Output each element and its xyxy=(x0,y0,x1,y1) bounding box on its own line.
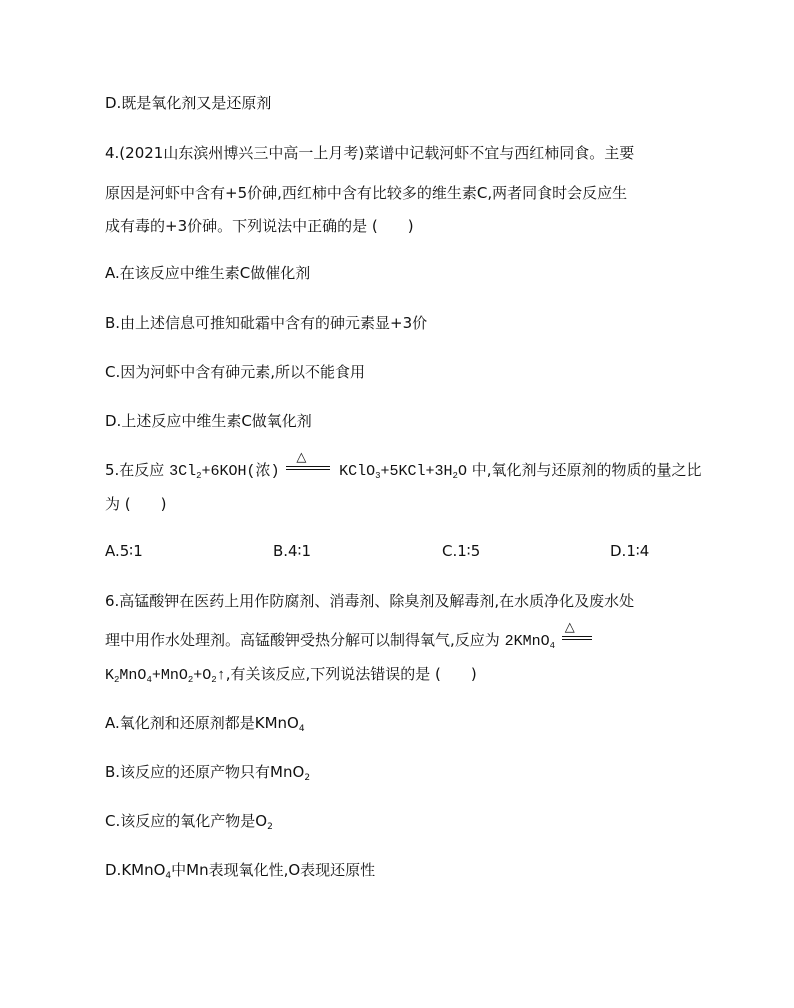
q6-products: $K_2MnO_4+MnO_2+O_2↑$ xyxy=(105,667,226,685)
q5-option-b: B.4∶1 xyxy=(273,542,312,560)
q3-option-d: D.既是氧化剂又是还原剂 xyxy=(105,94,272,112)
heating-condition-arrow xyxy=(562,620,592,650)
heating-condition-arrow xyxy=(286,450,330,480)
q6-line2-prefix: 理中用作水处理剂。高锰酸钾受热分解可以制得氧气,反应为 xyxy=(105,631,500,649)
q6-line3-suffix: ,有关该反应,下列说法错误的是 ( ) xyxy=(225,665,477,683)
q4-stem-line2: 原因是河虾中含有+5价砷,西红柿中含有比较多的维生素C,两者同食时会反应生 xyxy=(105,184,628,202)
q6-stem-line3 xyxy=(105,664,477,686)
q4-stem-line1: 4.(2021山东滨州博兴三中高一上月考)菜谱中记载河虾不宜与西红柿同食。主要 xyxy=(105,144,635,162)
q5-prefix: 5.在反应 xyxy=(105,461,165,479)
q6-stem-line1: 6.高锰酸钾在医药上用作防腐剂、消毒剂、除臭剂及解毒剂,在水质净化及废水处 xyxy=(105,592,635,610)
q4-option-c: C.因为河虾中含有砷元素,所以不能食用 xyxy=(105,363,366,381)
heat-triangle-icon: △ xyxy=(296,450,307,465)
q4-stem-line3: 成有毒的+3价砷。下列说法中正确的是 ( ) xyxy=(105,217,414,235)
q5-option-d: D.1∶4 xyxy=(610,542,650,560)
q4-option-b: B.由上述信息可推知砒霜中含有的砷元素显+3价 xyxy=(105,314,428,332)
q4-option-a: A.在该反应中维生素C做催化剂 xyxy=(105,264,311,282)
q6-option-c: C.该反应的氧化产物是$O_2$ xyxy=(105,812,273,832)
q5-option-c: C.1∶5 xyxy=(442,542,481,560)
q5-stem-line2: 为 ( ) xyxy=(105,495,167,513)
q6-option-a: A.氧化剂和还原剂都是KMnO$_4$ xyxy=(105,714,305,734)
q6-stem-line2 xyxy=(105,620,596,652)
q4-option-d: D.上述反应中维生素C做氧化剂 xyxy=(105,412,312,430)
q5-suffix: 中,氧化剂与还原剂的物质的量之比 xyxy=(471,461,702,479)
q6-option-b: B.该反应的还原产物只有MnO$_2$ xyxy=(105,763,311,783)
q6-option-d: D.KMnO$_4$中Mn表现氧化性,O表现还原性 xyxy=(105,861,376,881)
q5-stem-line1 xyxy=(105,450,702,482)
q5-products: $KClO_3+5KCl+3H_2O$ xyxy=(339,463,467,481)
q6-reactant: 2KMnO$_4$ xyxy=(504,633,555,651)
heat-triangle-icon: △ xyxy=(564,620,575,635)
q5-equation: $3Cl_2+6KOH$(浓) xyxy=(169,463,280,481)
q5-option-a: A.5∶1 xyxy=(105,542,143,560)
